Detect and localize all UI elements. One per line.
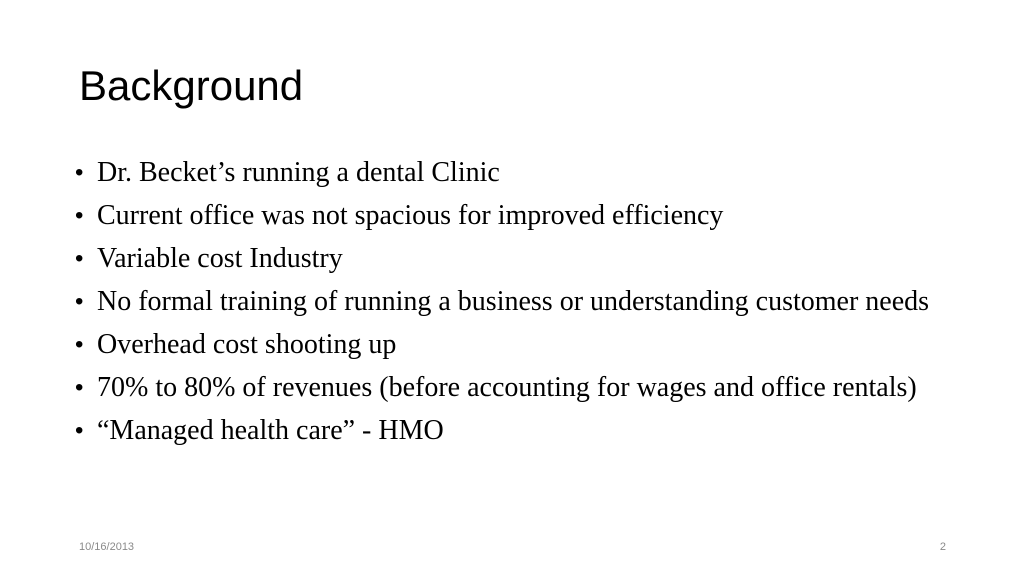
bullet-dot-icon: • — [75, 245, 84, 272]
bullet-text: 70% to 80% of revenues (before accounting for wages and office rentals) — [97, 372, 917, 403]
bullet-text: Current office was not spacious for improved efficiency — [97, 200, 724, 231]
bullet-text: Variable cost Industry — [97, 243, 343, 274]
bullet-dot-icon: • — [75, 331, 84, 358]
bullet-item — [75, 414, 946, 447]
bullet-item — [75, 242, 946, 275]
bullet-text: No formal training of running a business or understanding customer needs — [97, 286, 930, 317]
bullet-item — [75, 371, 946, 404]
bullet-dot-icon: • — [75, 417, 84, 444]
bullet-item — [75, 156, 946, 189]
bullet-text: Dr. Becket’s running a dental Clinic — [97, 157, 500, 188]
bullet-text: Overhead cost shooting up — [97, 329, 397, 360]
bullet-dot-icon: • — [75, 202, 84, 229]
bullet-dot-icon: • — [75, 374, 84, 401]
bullet-item — [75, 328, 946, 361]
bullet-item — [75, 199, 946, 232]
bullet-item — [75, 285, 946, 318]
page-number: 2 — [939, 541, 946, 553]
bullet-dot-icon: • — [75, 159, 84, 186]
slide-title: Background — [79, 62, 304, 109]
footer-date: 10/16/2013 — [79, 541, 135, 553]
bullet-list — [75, 156, 946, 457]
bullet-text: “Managed health care” - HMO — [97, 415, 444, 446]
bullet-dot-icon: • — [75, 288, 84, 315]
